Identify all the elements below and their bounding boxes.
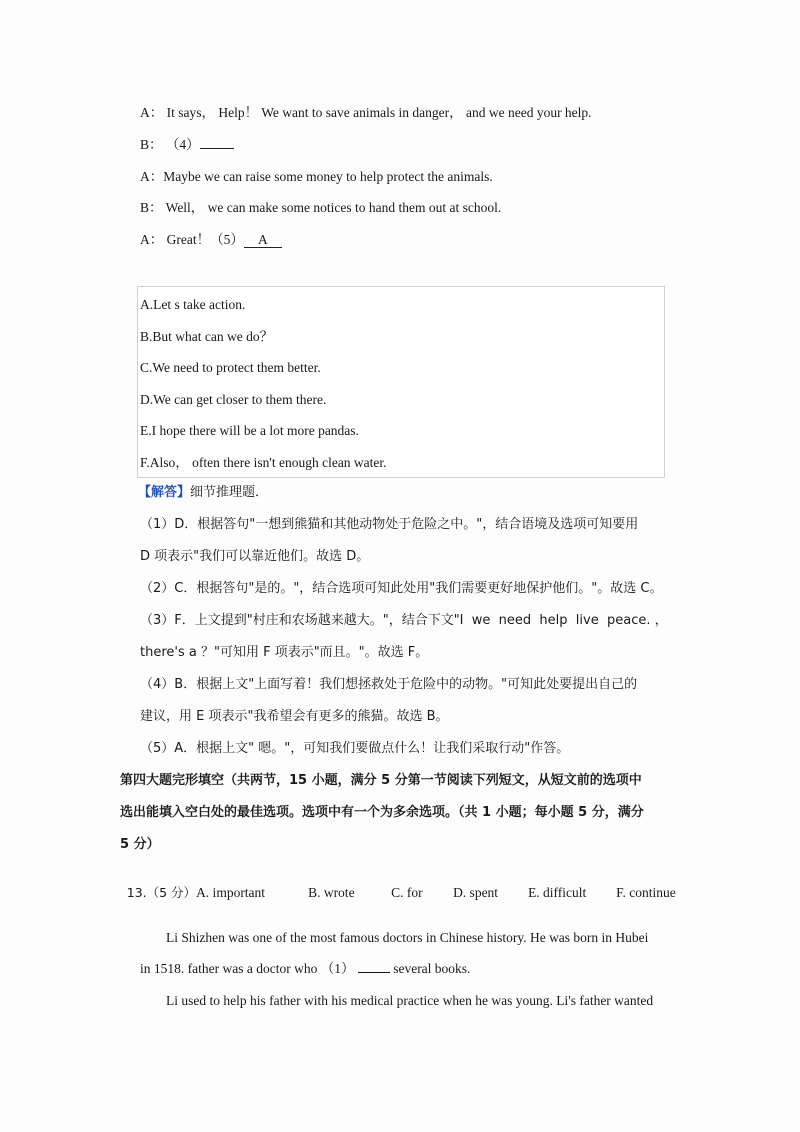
blank-5-answer: A: [244, 233, 282, 248]
option-f: F.Also， often there isn't enough clean water.: [140, 455, 387, 470]
option-d: D.We can get closer to them there.: [140, 392, 327, 407]
dialogue-line-4: B： Well， we can make some notices to hand them out at school.: [140, 200, 502, 215]
choice-e: E. difficult: [528, 885, 587, 900]
dialogue-line-2: B： （4）: [140, 136, 234, 154]
passage-p1-line1: Li Shizhen was one of the most famous doctors in Chinese history. He was born in Hubei: [166, 930, 649, 945]
section4-heading-3: 5 分）: [120, 837, 160, 852]
option-a: A.Let s take action.: [140, 297, 246, 312]
choice-d: D. spent: [453, 885, 499, 900]
dialogue-line-5: A： Great！（5） A: [140, 231, 282, 249]
choice-f: F. continue: [616, 885, 676, 900]
passage-blank-1[interactable]: [358, 972, 390, 973]
answer-line-5: there's a ？"可知用 F 项表示"而且。"。故选 F。: [140, 645, 429, 660]
dialogue-line-1: A： It says， Help！ We want to save animals in danger， and we need your help.: [140, 105, 592, 120]
choice-c: C. for: [391, 885, 423, 900]
dialogue-line-3: A：Maybe we can raise some money to help protect the animals.: [140, 169, 493, 184]
option-b: B.But what can we do？: [140, 329, 274, 344]
passage-p1-line2: in 1518. father was a doctor who （1） several books.: [140, 961, 471, 976]
answer-line-3: （2）C．根据答句"是的。"，结合选项可知此处用"我们需要更好地保护他们。"。故选 C。: [140, 581, 663, 596]
answer-line-2: D 项表示"我们可以靠近他们。故选 D。: [140, 549, 370, 564]
answer-line-4: （3）F．上文提到"村庄和农场越来越大。"，结合下文"I we need help live peace. ，: [140, 613, 668, 628]
answer-label: 【解答】: [138, 485, 191, 500]
passage-p2-line1: Li used to help his father with his medical practice when he was young. Li's father wanted: [166, 993, 654, 1008]
answer-line-7: 建议，用 E 项表示"我希望会有更多的熊猫。故选 B。: [140, 709, 449, 724]
section4-heading-1: 第四大题完形填空（共两节，15 小题，满分 5 分第一节阅读下列短文，从短文前的选项中: [120, 773, 642, 788]
question-number: 13.（5 分）: [126, 885, 197, 900]
choice-b: B. wrote: [308, 885, 355, 900]
blank-4: [200, 148, 234, 149]
answer-line-6: （4）B．根据上文"上面写着！我们想拯救处于危险中的动物。"可知此处要提出自己的: [140, 677, 638, 692]
answer-heading: 【解答】细节推理题．: [138, 485, 269, 500]
section4-heading-2: 选出能填入空白处的最佳选项。选项中有一个为多余选项。（共 1 小题；每小题 5 分，满分: [120, 805, 644, 820]
answer-line-8: （5）A．根据上文" 嗯。"，可知我们要做点什么！让我们采取行动"作答。: [140, 741, 570, 756]
question-13-word-bank: [120, 866, 676, 902]
choice-a: A. important: [196, 885, 266, 900]
answer-line-1: （1）D．根据答句"一想到熊猫和其他动物处于危险之中。"，结合语境及选项可知要用: [140, 517, 639, 532]
option-e: E.I hope there will be a lot more pandas.: [140, 423, 359, 438]
option-c: C.We need to protect them better.: [140, 360, 321, 375]
options-box: [137, 286, 665, 478]
